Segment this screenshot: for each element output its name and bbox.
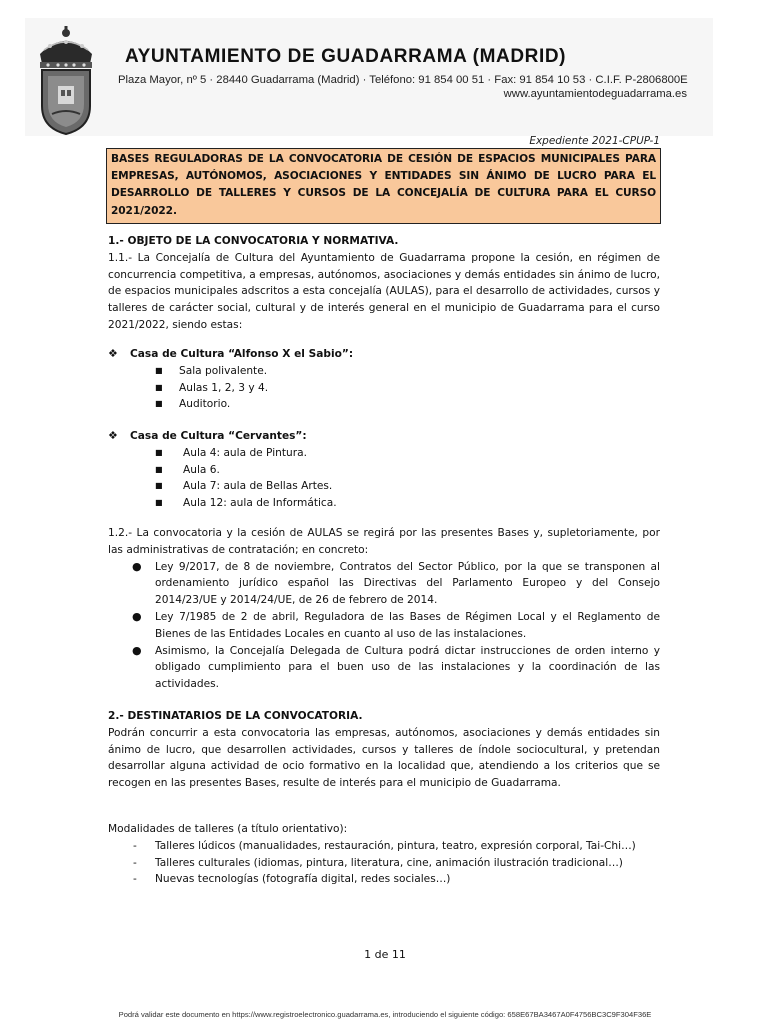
dash-bullet-icon: - xyxy=(133,856,137,869)
law-list-item: ● Ley 9/2017, de 8 de noviembre, Contratos del Sector Público, por la que se transponen al ordenamiento jurídico español las Directivas del Parlamento Europeo y del Consejo 2014/23/UE y 2014/24/UE, de 26 de febrero de 2014. xyxy=(132,559,660,607)
coat-of-arms-icon xyxy=(30,24,102,136)
facility-1-block xyxy=(108,346,660,413)
square-bullet-icon: ■ xyxy=(155,365,163,375)
modality-list-item: - Talleres culturales (idiomas, pintura, literatura, cine, animación ilustración tradicional…) xyxy=(108,855,660,872)
facility-2-block xyxy=(108,428,660,512)
square-bullet-icon: ■ xyxy=(155,447,163,457)
square-bullet-icon: ■ xyxy=(155,382,163,392)
square-bullet-icon: ■ xyxy=(155,481,163,491)
list-item: ■ Sala polivalente. xyxy=(108,363,660,380)
diamond-bullet-icon: ❖ xyxy=(108,429,118,442)
section-2-heading: 2.- DESTINATARIOS DE LA CONVOCATORIA. xyxy=(108,710,363,722)
document-title: BASES REGULADORAS DE LA CONVOCATORIA DE CESIÓN DE ESPACIOS MUNICIPALES PARA EMPRESAS, AUTÓNOMOS, ASOCIACIONES Y ENTIDADES SIN ÁNIMO DE LUCRO PARA EL DESARROLLO DE TALLERES Y CURSOS DE LA CONCEJALÍA DE CULTURA PARA EL CURSO 2021/2022. xyxy=(106,148,661,224)
section-1 xyxy=(108,233,660,334)
validation-footer: Podrá validar este documento en https://www.registroelectronico.guadarrama.es, introduciendo el siguiente código: 658E67BA3467A0F4756BC3C9F304F36E xyxy=(118,1010,652,1019)
round-bullet-icon: ● xyxy=(132,609,142,623)
modalities-block xyxy=(108,821,660,888)
section-1-paragraph-1: 1.1.- La Concejalía de Cultura del Ayuntamiento de Guadarrama propone la cesión, en régimen de concurrencia competitiva, a empresas, autónomos, asociaciones y demás entidades sin ánimo de lucro, de espacios municipales adscritos a esta concejalía (AULAS), para el desarrollo de actividades, cursos y talleres de carácter social, cultural y de interés general en el municipio de Guadarrama para el curso 2021/2022, siendo estas: xyxy=(108,251,660,331)
law-list-item: ● Asimismo, la Concejalía Delegada de Cultura podrá dictar instrucciones de orden interno y obligado cumplimiento para el buen uso de las instalaciones y la coordinación de las actividades. xyxy=(132,643,660,691)
section-1-paragraph-2: 1.2.- La convocatoria y la cesión de AULAS se regirá por las presentes Bases y, supletoriamente, por las administrativas de contratación; en concreto: xyxy=(108,527,660,556)
dash-bullet-icon: - xyxy=(133,873,137,886)
list-item: ■ Aula 6. xyxy=(108,462,660,479)
modality-list-item: - Nuevas tecnologías (fotografía digital, redes sociales…) xyxy=(108,871,660,888)
facility-1-title: ❖ Casa de Cultura “Alfonso X el Sabio”: xyxy=(108,346,660,363)
list-item: ■ Aula 12: aula de Informática. xyxy=(108,495,660,512)
modality-list-item: - Talleres lúdicos (manualidades, restauración, pintura, teatro, expresión corporal, Tai-Chi…) xyxy=(108,838,660,855)
square-bullet-icon: ■ xyxy=(155,399,163,409)
page-number: 1 de 11 xyxy=(364,948,406,961)
section-1-heading: 1.- OBJETO DE LA CONVOCATORIA Y NORMATIVA. xyxy=(108,235,399,247)
round-bullet-icon: ● xyxy=(132,559,142,573)
organization-address: Plaza Mayor, nº 5 · 28440 Guadarrama (Madrid) · Teléfono: 91 854 00 51 · Fax: 91 854 10 53 · C.I.F. P-2806800E xyxy=(118,74,688,86)
modalities-intro: Modalidades de talleres (a título orientativo): xyxy=(108,823,348,835)
list-item: ■ Aula 7: aula de Bellas Artes. xyxy=(108,478,660,495)
list-item: ■ Auditorio. xyxy=(108,396,660,413)
square-bullet-icon: ■ xyxy=(155,498,163,508)
organization-website: www.ayuntamientodeguadarrama.es xyxy=(503,88,687,100)
facility-2-title: ❖ Casa de Cultura “Cervantes”: xyxy=(108,428,660,445)
dash-bullet-icon: - xyxy=(133,839,137,852)
section-2 xyxy=(108,708,660,792)
file-reference: Expediente 2021-CPUP-1 xyxy=(529,135,660,147)
diamond-bullet-icon: ❖ xyxy=(108,347,118,360)
organization-name: AYUNTAMIENTO DE GUADARRAMA (MADRID) xyxy=(125,46,567,67)
law-list-item: ● Ley 7/1985 de 2 de abril, Reguladora de las Bases de Régimen Local y el Reglamento de Bienes de las Entidades Locales en cuanto al uso de las instalaciones. xyxy=(132,609,660,640)
list-item: ■ Aulas 1, 2, 3 y 4. xyxy=(108,380,660,397)
section-2-paragraph-1: Podrán concurrir a esta convocatoria las empresas, autónomos, asociaciones y demás entidades sin ánimo de lucro, que desarrollen actividades, cursos y talleres de índole sociocultural, y pretendan desarrollar alguna actividad de ocio formativo en la localidad que, atendiendo a los criterios que se recogen en las presentes Bases, resulte de interés para el municipio de Guadarrama. xyxy=(108,726,660,790)
section-1-2 xyxy=(108,525,660,693)
round-bullet-icon: ● xyxy=(132,643,142,657)
list-item: ■ Aula 4: aula de Pintura. xyxy=(108,445,660,462)
square-bullet-icon: ■ xyxy=(155,464,163,474)
